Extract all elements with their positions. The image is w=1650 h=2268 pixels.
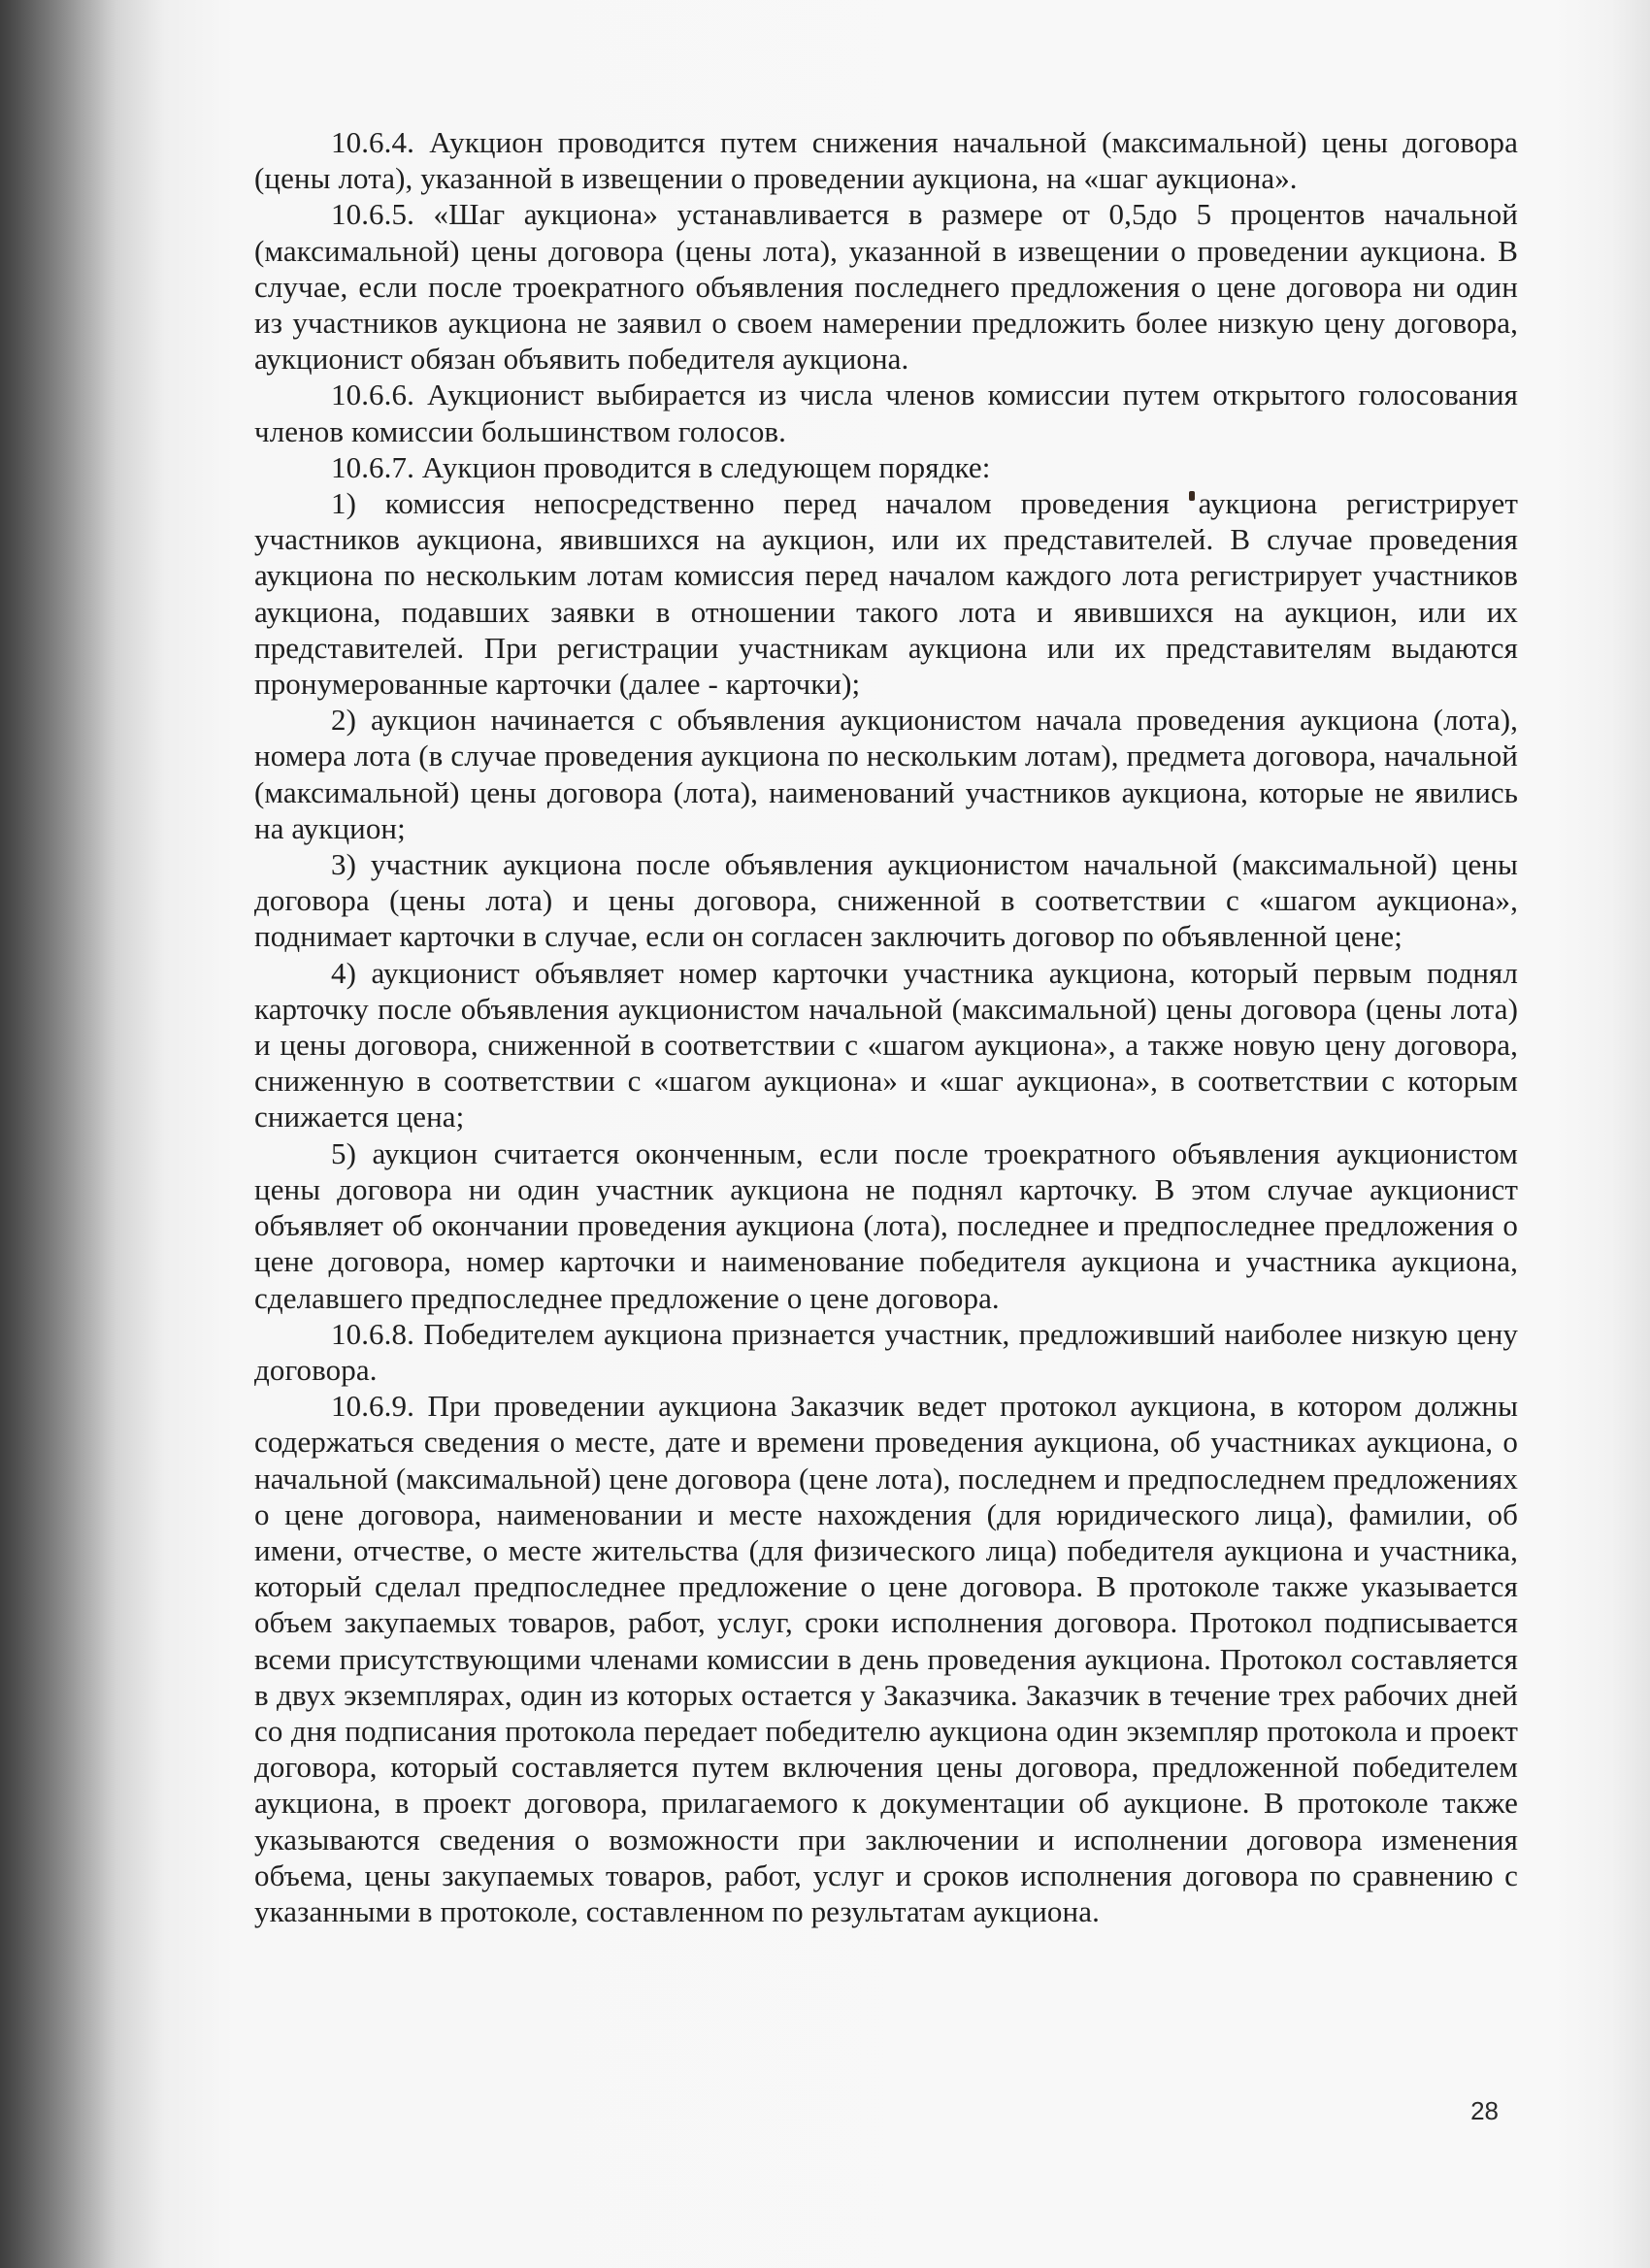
document-body: [254, 124, 1518, 1929]
page-number: 28: [1470, 2096, 1499, 2125]
list-item-2: 2) аукцион начинается с объявления аукционистом начала проведения аукциона (лота), номера лота (в случае проведения аукциона по нескольким лотам), предмета договора, начальной (максимальной) цены договора (лота), наименований участников аукциона, которые не явились на аукцион;: [254, 703, 1518, 845]
list-item-1: 1) комиссия непосредственно перед началом проведения аукциона регистрирует участников аукциона, явившихся на аукцион, или их представителей. В случае проведения аукциона по нескольким лотам комиссия перед началом каждого лота регистрирует участников аукциона, подавших заявки в отношении такого лота и явившихся на аукцион, или их представителей. При регистрации участникам аукциона или их представителям выдаются пронумерованные карточки (далее - карточки);: [254, 486, 1518, 702]
binding-shadow: [0, 0, 116, 2268]
paragraph-10-6-9: 10.6.9. При проведении аукциона Заказчик ведет протокол аукциона, в котором должны содержаться сведения о месте, дате и времени проведения аукциона, об участниках аукциона, о начальной (максимальной) цене договора (цене лота), последнем и предпоследнем предложениях о цене договора, наименовании и месте нахождения (для юридического лица), фамилии, об имени, отчестве, о месте жительства (для физического лица) победителя аукциона и участника, который сделал предпоследнее предложение о цене договора. В протоколе также указывается объем закупаемых товаров, работ, услуг, сроки исполнения договора. Протокол подписывается всеми присутствующими членами комиссии в день проведения аукциона. Протокол составляется в двух экземплярах, один из которых остается у Заказчика. Заказчик в течение трех рабочих дней со дня подписания протокола передает победителю аукциона один экземпляр протокола и проект договора, который составляется путем включения цены договора, предложенной победителем аукциона, в проект договора, прилагаемого к документации об аукционе. В протоколе также указываются сведения о возможности при заключении и исполнении договора изменения объема, цены закупаемых товаров, работ, услуг и сроков исполнения договора по сравнению с указанными в протоколе, составленном по результатам аукциона.: [254, 1389, 1518, 1928]
list-item-4: 4) аукционист объявляет номер карточки участника аукциона, который первым поднял карточку после объявления аукционистом начальной (максимальной) цены договора (цены лота) и цены договора, сниженной в соответствии с «шагом аукциона», а также новую цену договора, сниженную в соответствии с «шагом аукциона» и «шаг аукциона», в соответствии с которым снижается цена;: [254, 955, 1518, 1134]
paragraph-10-6-4: 10.6.4. Аукцион проводится путем снижения начальной (максимальной) цены договора (цены лота), указанной в извещении о проведении аукциона, на «шаг аукциона».: [254, 125, 1518, 196]
list-item-3: 3) участник аукциона после объявления аукционистом начальной (максимальной) цены договора (цены лота) и цены договора, сниженной в соответствии с «шагом аукциона», поднимает карточки в случае, если он согласен заключить договор по объявленной цене;: [254, 847, 1518, 954]
paragraph-10-6-8: 10.6.8. Победителем аукциона признается участник, предложивший наиболее низкую цену договора.: [254, 1316, 1518, 1387]
list-item-5: 5) аукцион считается оконченным, если после троекратного объявления аукционистом цены договора ни один участник аукциона не поднял карточку. В этом случае аукционист объявляет об окончании проведения аукциона (лота), последнее и предпоследнее предложения о цене договора, номер карточки и наименование победителя аукциона и участника аукциона, сделавшего предпоследнее предложение о цене договора.: [254, 1135, 1518, 1315]
paragraph-10-6-6: 10.6.6. Аукционист выбирается из числа членов комиссии путем открытого голосования членов комиссии большинством голосов.: [254, 378, 1518, 448]
paragraph-10-6-5: 10.6.5. «Шаг аукциона» устанавливается в размере от 0,5до 5 процентов начальной (максимальной) цены договора (цены лота), указанной в извещении о проведении аукциона. В случае, если после троекратного объявления последнего предложения о цене договора ни один из участников аукциона не заявил о своем намерении предложить более низкую цену договора, аукционист обязан объявить победителя аукциона.: [254, 197, 1518, 377]
paragraph-10-6-7: 10.6.7. Аукцион проводится в следующем порядке:: [331, 449, 991, 484]
